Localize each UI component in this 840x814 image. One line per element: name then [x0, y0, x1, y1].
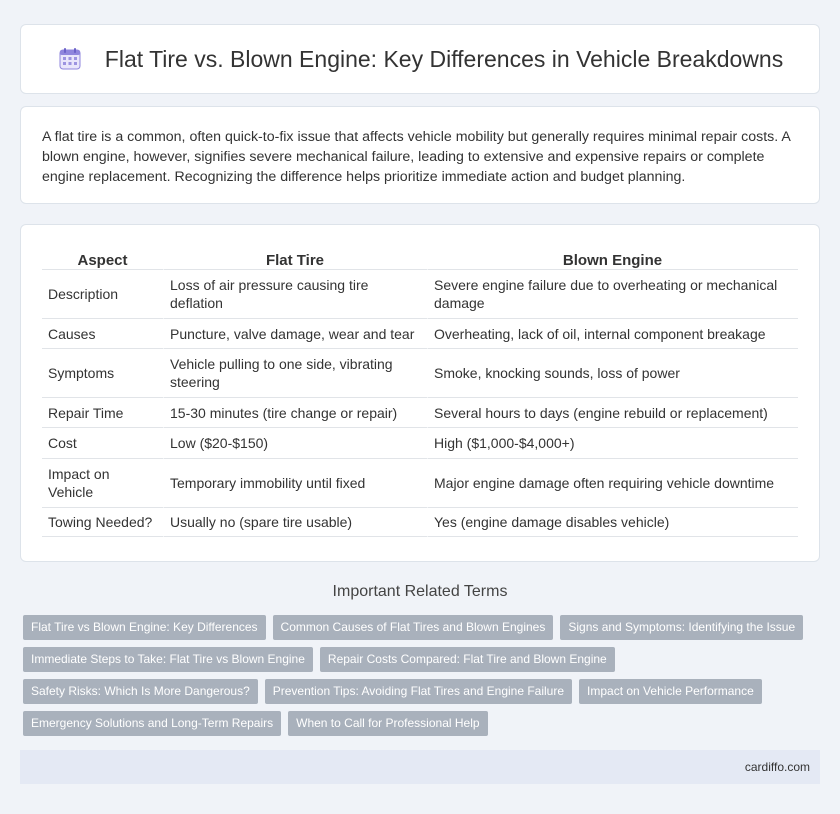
tag-row [23, 711, 823, 736]
table-row [42, 318, 798, 348]
table-cell: 15-30 minutes (tire change or repair) [163, 397, 427, 427]
related-term-tag[interactable]: Safety Risks: Which Is More Dangerous? [23, 679, 258, 704]
table-cell: Symptoms [42, 348, 163, 397]
table-row [42, 348, 798, 397]
table-cell: Vehicle pulling to one side, vibrating steering [163, 348, 427, 397]
related-term-tag[interactable]: Signs and Symptoms: Identifying the Issue [560, 615, 803, 640]
table-cell: Overheating, lack of oil, internal component breakage [427, 318, 798, 348]
table-cell: Yes (engine damage disables vehicle) [427, 507, 798, 537]
related-term-tag[interactable]: Flat Tire vs Blown Engine: Key Differences [23, 615, 266, 640]
related-terms-heading: Important Related Terms [332, 583, 508, 600]
comparison-table-card [20, 224, 820, 562]
table-header-flat-tire: Flat Tire [265, 252, 325, 269]
footer-site-link[interactable]: cardiffo.com [744, 760, 810, 774]
table-cell: Smoke, knocking sounds, loss of power [427, 348, 798, 397]
related-term-tag[interactable]: Impact on Vehicle Performance [579, 679, 762, 704]
table-cell: Loss of air pressure causing tire deflation [163, 269, 427, 318]
tag-row [23, 647, 823, 672]
table-cell: Severe engine failure due to overheating or mechanical damage [427, 269, 798, 318]
comparison-table [42, 247, 798, 537]
table-cell: Usually no (spare tire usable) [163, 507, 427, 537]
table-cell: Description [42, 269, 163, 318]
table-row [42, 269, 798, 318]
table-row [42, 458, 798, 507]
table-cell: Cost [42, 427, 163, 458]
related-term-tag[interactable]: Emergency Solutions and Long-Term Repairs [23, 711, 281, 736]
table-cell: Towing Needed? [42, 507, 163, 537]
page-title: Flat Tire vs. Blown Engine: Key Differences in Vehicle Breakdowns [104, 45, 784, 72]
table-cell: Causes [42, 318, 163, 348]
tag-row [23, 615, 823, 640]
table-header-blown-engine: Blown Engine [562, 252, 663, 269]
table-cell: Puncture, valve damage, wear and tear [163, 318, 427, 348]
table-cell: Temporary immobility until fixed [163, 458, 427, 507]
table-row [42, 507, 798, 537]
header-card [20, 24, 820, 94]
table-cell: High ($1,000-$4,000+) [427, 427, 798, 458]
related-term-tag[interactable]: When to Call for Professional Help [288, 711, 487, 736]
related-terms-tags [23, 615, 823, 743]
calendar-icon [57, 46, 83, 72]
table-cell: Major engine damage often requiring vehicle downtime [427, 458, 798, 507]
intro-text: A flat tire is a common, often quick-to-fix issue that affects vehicle mobility but generally requires minimal repair costs. A blown engine, however, signifies severe mechanical failure, leading to extensive and expensive repairs or complete engine replacement. Recognizing the difference helps prioritize immediate action and budget planning. [42, 129, 791, 185]
intro-card [20, 106, 820, 204]
footer [20, 750, 820, 784]
table-header-aspect: Aspect [77, 252, 128, 269]
table-cell: Repair Time [42, 397, 163, 427]
table-row [42, 427, 798, 458]
related-term-tag[interactable]: Repair Costs Compared: Flat Tire and Blown Engine [320, 647, 615, 672]
table-cell: Low ($20-$150) [163, 427, 427, 458]
table-cell: Several hours to days (engine rebuild or replacement) [427, 397, 798, 427]
table-header-row [42, 247, 798, 269]
table-cell: Impact on Vehicle [42, 458, 163, 507]
tag-row [23, 679, 823, 704]
table-row [42, 397, 798, 427]
related-term-tag[interactable]: Common Causes of Flat Tires and Blown Engines [273, 615, 554, 640]
related-term-tag[interactable]: Prevention Tips: Avoiding Flat Tires and Engine Failure [265, 679, 572, 704]
related-term-tag[interactable]: Immediate Steps to Take: Flat Tire vs Blown Engine [23, 647, 313, 672]
